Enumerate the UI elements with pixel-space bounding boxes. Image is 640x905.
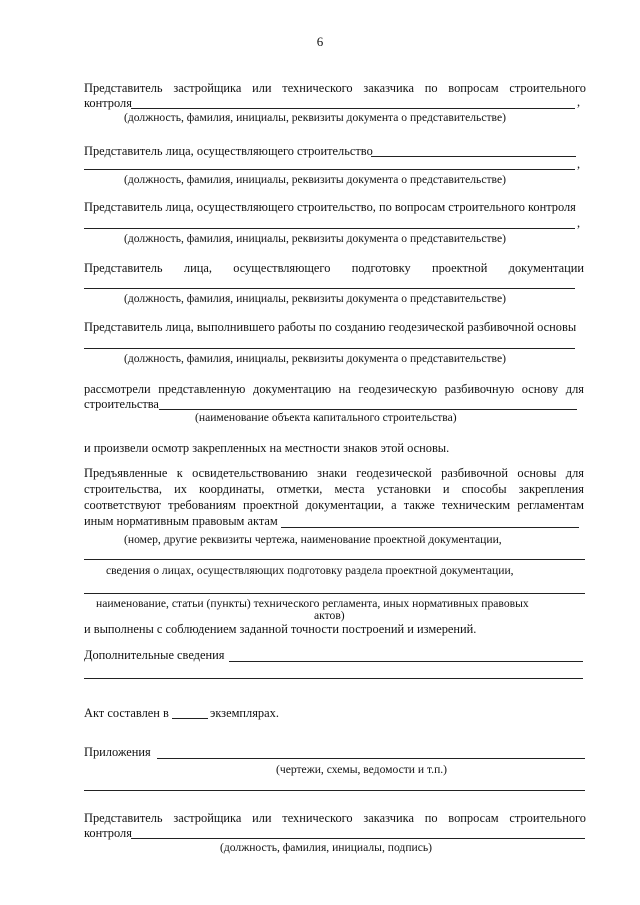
rep2-caption: (должность, фамилия, инициалы, реквизиты документа о представительстве) — [124, 173, 506, 186]
rep4-caption: (должность, фамилия, инициалы, реквизиты документа о представительстве) — [124, 292, 506, 305]
rep6-signature-line[interactable] — [131, 838, 585, 839]
additional-info-line-1[interactable] — [229, 661, 583, 662]
rep1-comma: , — [577, 95, 581, 109]
presented-line-4: иным нормативным правовым актам — [84, 514, 278, 528]
rep1-caption: (должность, фамилия, инициалы, реквизиты документа о представительстве) — [124, 111, 506, 124]
rep1-fill-line[interactable] — [131, 108, 575, 109]
rep6-heading: Представитель застройщика или технического заказчика по вопросам строительного — [84, 811, 586, 825]
presented-line-3: соответствуют требованиям проектной документации, а также техническим регламентам — [84, 498, 584, 512]
rep5-heading: Представитель лица, выполнившего работы по созданию геодезической разбивочной основы — [84, 320, 577, 334]
rep4-fill-line[interactable] — [84, 288, 575, 289]
act-copies-count-line[interactable] — [172, 718, 208, 719]
rep6-caption: (должность, фамилия, инициалы, подпись) — [220, 841, 433, 854]
accuracy-text: и выполнены с соблюдением заданной точности построений и измерений. — [84, 622, 477, 636]
considered-object-label: строительства — [84, 397, 159, 411]
inspected-text: и произвели осмотр закрепленных на местности знаков этой основы. — [84, 441, 450, 455]
act-copies-suffix: экземплярах. — [210, 706, 279, 720]
attachments-label: Приложения — [84, 745, 151, 759]
rep3-fill-line[interactable] — [84, 228, 575, 229]
presented-line-1: Предъявленные к освидетельствованию знаки геодезической разбивочной основы для — [84, 466, 584, 480]
rep3-comma: , — [577, 216, 581, 230]
act-copies-label: Акт составлен в — [84, 706, 169, 720]
rep2-comma: , — [577, 157, 581, 171]
rep5-fill-line[interactable] — [84, 348, 575, 349]
attachments-fill-line[interactable] — [157, 758, 585, 759]
regulation-caption: наименование, статьи (пункты) технического регламента, иных нормативных правовых — [96, 597, 529, 610]
rep3-caption: (должность, фамилия, инициалы, реквизиты документа о представительстве) — [124, 232, 506, 245]
additional-info-line-2[interactable] — [84, 678, 583, 679]
rep2-fill-line-b[interactable] — [84, 169, 575, 170]
norms-fill-line[interactable] — [281, 527, 579, 528]
rep2-heading: Представитель лица, осуществляющего строительство — [84, 144, 373, 158]
drawing-caption: (номер, другие реквизиты чертежа, наименование проектной документации, — [124, 533, 502, 546]
rep6-control-label: контроля — [84, 826, 132, 840]
presented-line-2: строительства, их координаты, отметки, места установки и способы закрепления — [84, 482, 584, 496]
considered-text: рассмотрели представленную документацию на геодезическую разбивочную основу для — [84, 382, 584, 396]
object-name-line[interactable] — [159, 409, 577, 410]
attachments-caption: (чертежи, схемы, ведомости и т.п.) — [276, 763, 448, 776]
rep5-caption: (должность, фамилия, инициалы, реквизиты документа о представительстве) — [124, 352, 506, 365]
rep2-fill-line-a[interactable] — [371, 156, 576, 157]
regulation-caption-end: актов) — [314, 609, 345, 622]
object-caption: (наименование объекта капитального строительства) — [195, 411, 457, 424]
rep1-control-label: контроля — [84, 96, 132, 110]
designers-fill-line[interactable] — [84, 593, 585, 594]
page-number: 6 — [316, 34, 324, 49]
rep3-heading: Представитель лица, осуществляющего строительство, по вопросам строительного контроля — [84, 200, 576, 214]
designers-caption: сведения о лицах, осуществляющих подготовку раздела проектной документации, — [106, 564, 514, 577]
attachments-fill-line-2[interactable] — [84, 790, 585, 791]
rep1-heading: Представитель застройщика или технического заказчика по вопросам строительного — [84, 81, 586, 95]
rep4-heading: Представитель лица, осуществляющего подготовку проектной документации — [84, 261, 584, 275]
drawing-fill-line[interactable] — [84, 559, 585, 560]
additional-info-label: Дополнительные сведения — [84, 648, 225, 662]
